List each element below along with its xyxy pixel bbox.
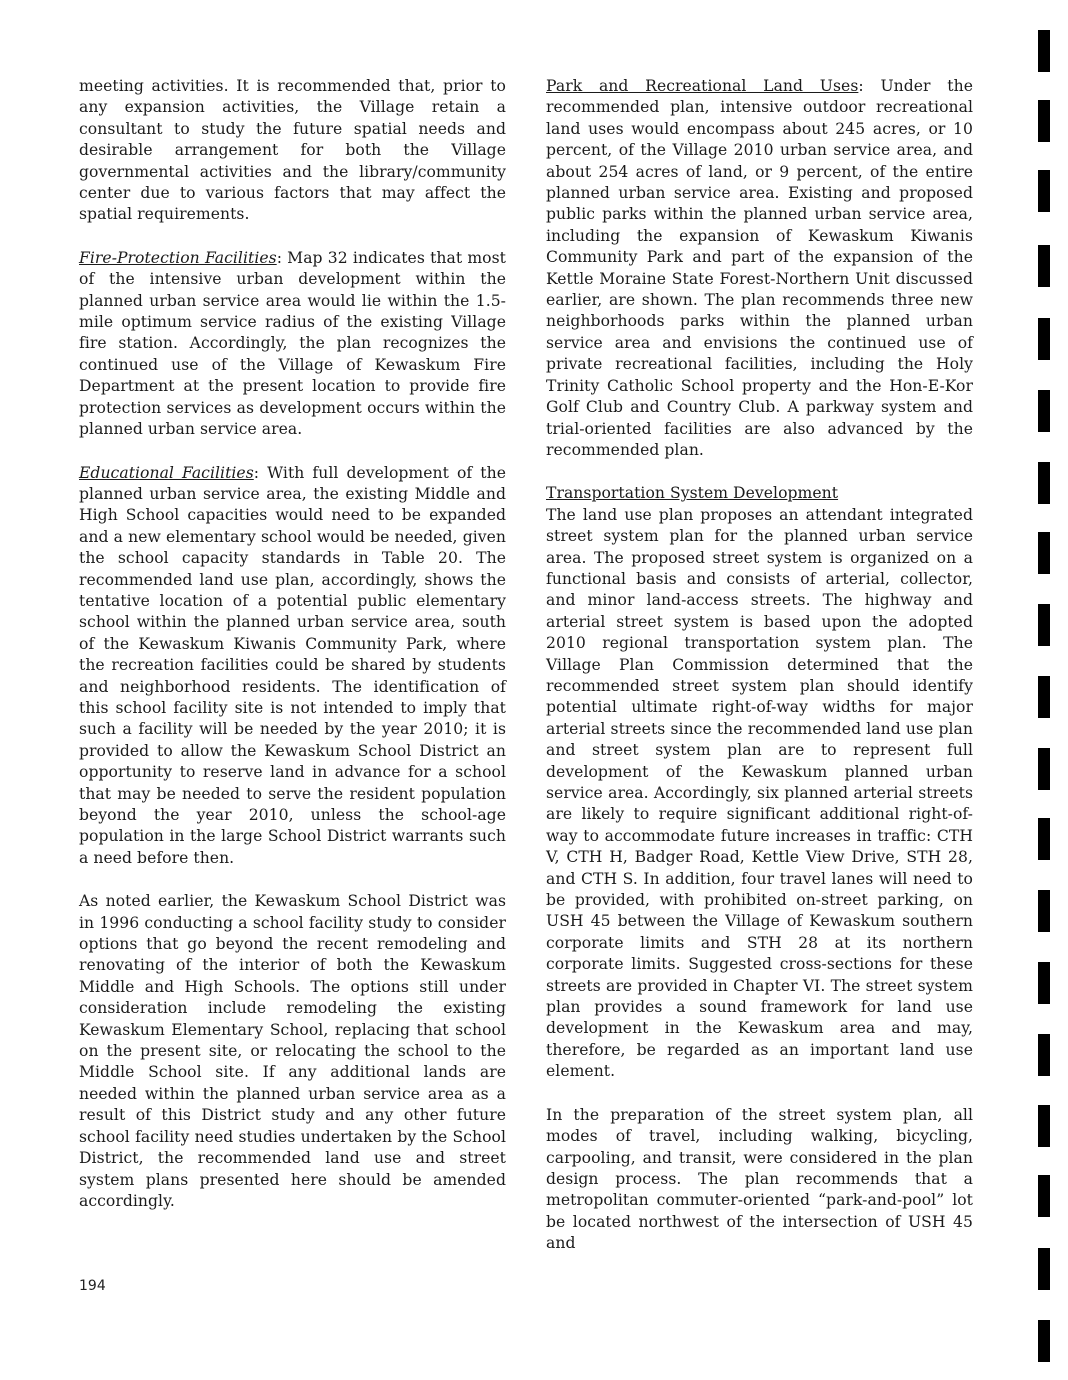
binding-mark (1038, 245, 1050, 287)
binding-mark (1038, 318, 1050, 360)
binding-mark (1038, 890, 1050, 932)
paragraph-meeting-activities: meeting activities. It is recommended that, prior to any expansion activities, the Village retain a consultant to study the future spatial needs and desirable arrangement for both the Village governmental activities and the library/community center due to various factors that may affect the spatial requirements. (79, 77, 506, 224)
right-column (546, 76, 973, 1277)
heading-park-recreational: Park and Recreational Land Uses (546, 77, 859, 95)
binding-mark (1038, 1175, 1050, 1217)
binding-mark (1038, 962, 1050, 1004)
heading-transportation: Transportation System Development (546, 484, 839, 503)
binding-mark (1038, 1248, 1050, 1290)
paragraph-fire-protection (79, 248, 506, 441)
binding-mark (1038, 30, 1050, 72)
binding-mark (1038, 170, 1050, 212)
binding-mark (1038, 676, 1050, 718)
binding-mark (1038, 462, 1050, 504)
binding-mark (1038, 532, 1050, 574)
binding-mark (1038, 1105, 1050, 1147)
body-transportation: The land use plan proposes an attendant integrated street system plan for the planned urban service area. The proposed street system is organized on a functional basis and consists of arterial, collector, and minor land-access streets. The highway and arterial street system is based upon the adopted 2010 regional transportation system plan. The Village Plan Commission determined that the recommended street system plan should identify potential ultimate right-of-way widths for major arterial streets since the recommended land use plan and street system plan are to represent full development of the Kewaskum planned urban service area. Accordingly, six planned arterial streets are likely to require significant additional right-of-way to accommodate future increases in traffic: CTH V, CTH H, Badger Road, Kettle View Drive, STH 28, and CTH S. In addition, four travel lanes will need to be provided, with prohibited on-street parking, on USH 45 between the Village of Kewaskum southern corporate limits and STH 28 at its northern corporate limits. Suggested cross-sections for these streets are provided in Chapter VI. The street system plan provides a sound framework for land use development in the Kewaskum area and may, therefore, be regarded as an important land use element. (546, 505, 973, 1081)
body-park-recreational: : Under the recommended plan, intensive outdoor recreational land uses would encompass about 245 acres, or 10 percent, of the Village 2010 urban service area, and about 254 acres of land, or 9 percent, of the entire planned urban service area. Existing and proposed public parks within the planned urban service area, including the expansion of Kewaskum Kiwanis Community Park and part of the expansion of the Kettle Moraine State Forest-Northern Unit discussed earlier, are shown. The plan recommends three new neighborhoods parks within the planned urban service area and envisions the continued use of private recreational facilities, including the Holy Trinity Catholic School property and the Hon-E-Kor Golf Club and Country Club. A parkway system and trial-oriented facilities are also advanced by the recommended plan. (546, 77, 973, 459)
binding-mark (1038, 1034, 1050, 1076)
binding-mark (1038, 604, 1050, 646)
heading-educational: Educational Facilities (79, 463, 254, 482)
binding-mark (1038, 818, 1050, 860)
body-fire-protection: : Map 32 indicates that most of the intensive urban development within the planned urban service area would lie within the 1.5-mile optimum service radius of the existing Village fire station. Accordingly, the plan recognizes the continued use of the Village of Kewaskum Fire Department at the present location to provide fire protection services as development occurs within the planned urban service area. (79, 248, 506, 439)
binding-mark (1038, 748, 1050, 790)
paragraph-educational (79, 463, 506, 870)
paragraph-park-recreational (546, 76, 973, 461)
paragraph-school-district: As noted earlier, the Kewaskum School District was in 1996 conducting a school facility study to consider options that go beyond the recent remodeling and renovating of the interior of both the Kewaskum Middle and High Schools. The options still under consideration include remodeling the existing Kewaskum Elementary School, replacing that school on the present site, or relocating the school to the Middle School site. If any additional lands are needed within the planned urban service area as a result of this District study and any other future school facility need studies undertaken by the School District, the recommended land use and street system plans presented here should be amended accordingly. (79, 892, 506, 1210)
paragraph-street-system: In the preparation of the street system plan, all modes of travel, including walking, bicycling, carpooling, and transit, were considered in the plan design process. The plan recommends that a metropolitan commuter-oriented “park-and-pool” lot be located northwest of the intersection of USH 45 and (546, 1105, 973, 1253)
left-column (79, 76, 506, 1234)
binding-marks (1038, 0, 1052, 1380)
page-number: 194 (79, 1278, 106, 1294)
binding-mark (1038, 100, 1050, 142)
heading-fire-protection: Fire-Protection Facilities (79, 248, 277, 267)
body-educational: : With full development of the planned urban service area, the existing Middle and High School capacities would need to be expanded and a new elementary school would be needed, given the school capacity standards in Table 20. The recommended land use plan, accordingly, shows the tentative location of a potential public elementary school within the planned urban service area, south of the Kewaskum Kiwanis Community Park, where the recreation facilities could be shared by students and neighborhood residents. The identification of this school facility site is not intended to imply that such a facility will be needed by the year 2010; it is provided to allow the Kewaskum School District an opportunity to reserve land in advance for a school that may be needed to serve the resident population beyond the year 2010, unless the school-age population in the large School District warrants such a need before then. (79, 463, 506, 867)
binding-mark (1038, 390, 1050, 432)
section-transportation (546, 483, 973, 1082)
binding-mark (1038, 1320, 1050, 1362)
